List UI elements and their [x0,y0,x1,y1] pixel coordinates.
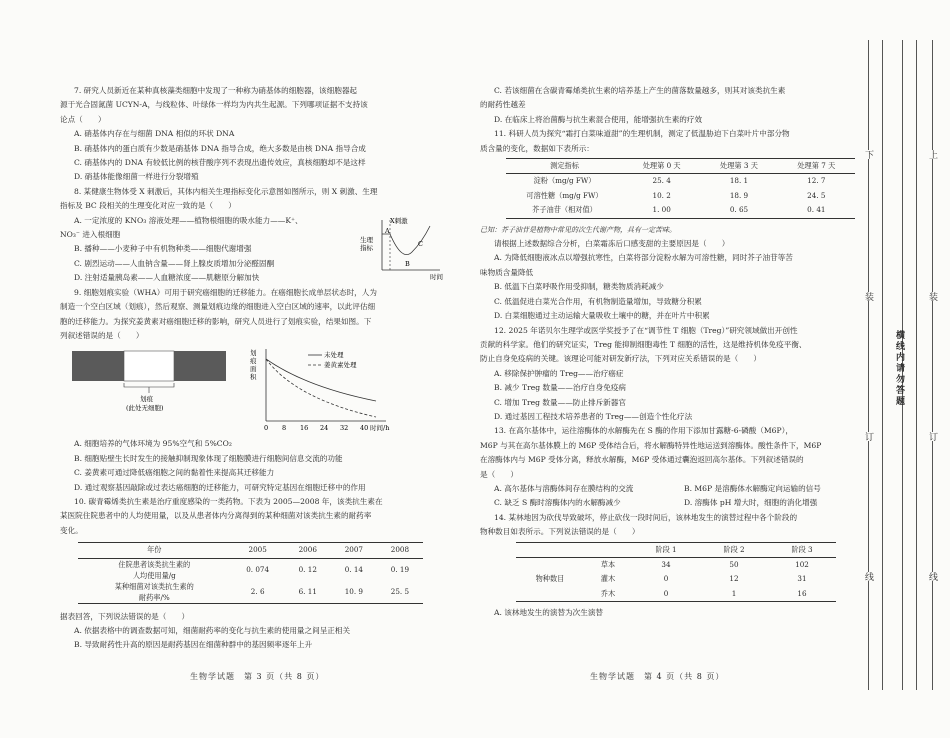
q8-stem-line: 8. 某健康生物体受 X 刺激后，其体内相关生理指标变化示意图如图所示，则 X 刺激、生理 [74,186,378,196]
cell: 0. 19 [390,565,410,575]
q10-stem-line: 某医院住院患者中的人均使用量，以及从患者体内分离得到的某种细菌对该类抗生素的耐药率 [60,511,372,521]
binding-line [882,40,883,690]
table-row [506,189,855,203]
cell: 0 [663,588,669,598]
cell: 草本 [600,560,616,569]
q13-stem-line: 13. 在高尔基体中，运往溶酶体的水解酶先在 S 酶的作用下添加甘露糖-6-磷酸（M6P）， [494,426,793,436]
q7-stem-line: 论点（ ） [60,114,106,124]
cell: 1. 00 [652,205,671,215]
curcumin-curve [266,359,376,417]
q9-stem-line: 胞的迁移能力。为探究姜黄素对癌细胞迁移的影响，研究人员进行了划痕实验，结果如图。下 [60,316,372,326]
q8-figure [360,212,450,280]
scratch-sublabel: (此处无细胞) [126,404,164,413]
cell: 1 [731,588,737,598]
cell: 可溶性糖（mg/g FW） [526,190,603,200]
q12-stem-line: 防止自身免疫病的关键。该理论可能对研发新疗法，下列对应关系错误的是（ ） [480,354,761,364]
th [584,542,632,557]
row-label: 人均使用量/g [132,570,176,580]
binding-label-zhuang: 装 [863,292,873,301]
q8-y-label: 生理 [360,235,373,244]
cell: 18. 1 [729,176,749,186]
q7-stem-line: 源于光合固氮菌 UCYN-A，与线粒体、叶绿体一样均为内共生起源。下列哪项证据不支持该 [60,100,368,110]
cell: 0. 074 [246,565,270,575]
q11-question: 请根据上述数据综合分析，白菜霜冻后口感变甜的主要原因是（ ） [494,239,730,249]
cell: 34 [661,560,671,569]
q7-option-a: A. 硝基体内存在与细菌 DNA 相似的环状 DNA [74,129,235,139]
table-row [78,558,423,581]
q8-option-d: D. 注射适量胰岛素——人血糖浓度——肌糖原分解加快 [74,273,260,283]
row-label: 某种细菌对该类抗生素的 [114,581,194,591]
area-y-label: 积 [250,373,257,382]
q9-stem-line: 9. 细胞划痕实验（WHA）可用于研究癌细胞的迁移能力。在癌细胞长成单层状态时，人为 [74,287,377,297]
x-tick: 8 [282,424,287,433]
th: 2006 [285,543,331,558]
scratch-label: 划痕 [140,395,153,404]
cell-layer-right [174,351,226,381]
binding-label-up: 上 [927,150,937,159]
q12-option-b: B. 减少 Treg 数量——治疗自身免疫病 [494,383,627,393]
q12-stem-line: 12. 2025 年诺贝尔生理学或医学奖授予了在“调节性 T 细胞（Treg）”研究领域做出开创性 [494,325,798,335]
binding-label-ding: 订 [927,432,937,441]
q10-option-c-cont: 的耐药性越差 [480,100,526,110]
table-row [78,581,423,604]
x-tick: 32 [340,424,349,433]
binding-label-xian: 线 [863,572,873,581]
area-y-label: 痕 [250,357,257,366]
cell: 淀粉（mg/g FW） [533,176,596,186]
q7-option-c: C. 硝基体内的 DNA 有较低比例的核苷酸序列不表现出遗传效应，真核细胞却不是这样 [74,158,366,168]
q8-point-c: C [418,239,423,248]
q9-stem-line: 制造一个空白区域（划痕），然后观察、测量划痕边缘的细胞进入空白区域的速率，以此评估细 [60,302,376,312]
cell: 10. 9 [344,587,363,597]
q13-option-c: C. 缺乏 S 酶时溶酶体内的水解酶减少 [494,498,621,508]
q13-stem-line: 是（ ） [480,469,518,479]
q13-stem-line: 在溶酶体内与 M6P 受体分离，释放水解酶，M6P 受体通过囊泡返回高尔基体。下列叙述错误的 [480,455,804,465]
q10-stem-line: 变化。 [60,525,83,535]
cell-layer-left [72,351,124,381]
q9-option-a: A. 细胞培养的气体环境为 95%空气和 5%CO₂ [74,439,232,449]
cell: 乔木 [600,588,616,598]
q10-option-a: A. 依据表格中的调查数据可知，细菌耐药率的变化与抗生素的使用量之间呈正相关 [74,625,351,635]
q11-note: 已知：芥子油苷是植物中常见的次生代谢产物，具有一定苦味。 [480,225,676,234]
x-tick: 24 [320,424,329,433]
table-row [506,174,855,189]
cell: 0. 41 [807,205,826,215]
q13-option-d: D. 溶酶体 pH 增大时，细胞的消化增强 [684,498,818,508]
binding-line-outer [932,40,933,690]
q12-option-a: A. 移除保护肿瘤的 Treg——治疗癌症 [494,368,624,378]
q8-point-b: B [405,259,410,268]
q14-table [516,542,836,603]
th: 阶段 3 [768,542,836,557]
scratch-gap [124,351,174,381]
q11-stem-line: 11. 科研人员为探究“霜打白菜味道甜”的生理机制，测定了低温胁迫下白菜叶片中部分物 [494,129,790,139]
q13-option-a: A. 高尔基体与溶酶体间存在膜结构的交流 [494,483,634,493]
cell: 102 [795,560,809,569]
cell: 18. 9 [729,190,749,200]
x-tick: 16 [300,424,309,433]
q8-marker: X刺激 [390,216,408,225]
cell: 灌木 [600,574,616,584]
cell: 50 [729,560,739,569]
q7-option-d: D. 硝基体能像细菌一样进行分裂增殖 [74,172,199,182]
th: 阶段 2 [700,542,768,557]
q12-stem-line: 贡献的科学家。他们的研究证实，Treg 能抑制细胞毒性 T 细胞的活性，这是维持机体免疫平衡、 [480,339,807,349]
q11-option-b: B. 低温下白菜呼吸作用受抑制，糖类物质消耗减少 [494,282,664,292]
q11-table [506,158,855,219]
q13-option-b: B. M6P 是溶酶体水解酶定向运输的信号 [684,483,821,493]
q10-stem-line: 10. 碳青霉烯类抗生素是治疗重度感染的一类药物。下表为 2005—2008 年，该类抗生素在 [74,496,383,506]
th [516,542,584,557]
table-row [506,203,855,218]
binding-label-zhuang: 装 [927,292,937,301]
cell: 芥子油苷（相对值） [532,205,597,215]
q10-option-d: D. 在临床上将治菌酶与抗生素混合使用，能增强抗生素的疗效 [494,114,703,124]
q10-option-c: C. 若该细菌在含碳青霉烯类抗生素的培养基上产生的菌落数量越多，则其对该类抗生素 [494,86,786,95]
group-label: 物种数目 [535,574,565,584]
th: 2007 [331,543,377,558]
right-footer: 生物学试题 第 4 页（共 8 页） [590,672,725,681]
q11-option-a: A. 为降低细胞液冰点以增强抗寒性，白菜将部分淀粉水解为可溶性糖，同时芥子油苷等苦 [494,253,793,263]
q8-option-a-cont: NO₃⁻ 进入根细胞 [60,230,121,240]
q10-after: 据表回答，下列说法错误的是（ ） [60,611,190,621]
row-label: 住院患者该类抗生素的 [118,559,191,569]
cell: 0. 14 [344,565,363,575]
binding-warning: 横线内请勿答题 [894,330,904,407]
q11-option-a-cont: 味物质含量降低 [480,267,534,277]
q11-option-c: C. 低温促进白菜光合作用，有机物制造量增加，导致糖分积累 [494,296,702,306]
table-row [516,558,836,573]
q8-stem-line: 指标及 BC 段相关的生理变化对应一致的是（ ） [60,201,236,211]
cell: 25. 4 [652,176,671,186]
q10-option-b: B. 导致耐药性升高的原因是耐药基因在细菌种群中的基因频率逐年上升 [74,640,313,650]
q13-stem-line: M6P 与其在高尔基体膜上的 M6P 受体结合后，将水解酶特异性地运送到溶酶体。酸性条件下，M6P [480,440,822,450]
th: 阶段 1 [632,542,700,557]
q9-scratch-figure [60,343,230,437]
legend-untreated: 未处理 [324,351,344,360]
q14-option-a: A. 该林地发生的演替为次生演替 [494,608,604,618]
left-footer: 生物学试题 第 3 页（共 8 页） [190,672,325,681]
cell: 6. 11 [298,587,317,597]
cell: 2. 6 [250,587,265,597]
q9-option-c: C. 姜黄素可通过降低癌细胞之间的黏着性来提高其迁移能力 [74,468,275,478]
q9-option-b: B. 细胞贴壁生长时发生的接触抑制现象体现了细胞膜进行细胞间信息交流的功能 [74,453,343,463]
q8-option-a: A. 一定浓度的 KNO₃ 溶液处理——植物根细胞的吸水能力——K⁺、 [74,215,303,225]
q14-stem-line: 14. 某林地因为砍伐导致破坏，停止砍伐一段时间后，该林地发生的演替过程中各个阶段的 [494,512,798,522]
binding-label-down: 下 [863,150,873,159]
q14-stem-line: 物种数目如表所示。下列说法错误的是（ ） [480,527,640,537]
q7-option-b: B. 硝基体内的蛋白质有少数是硝基体 DNA 指导合成，绝大多数是由核 DNA 指导合成 [74,143,366,153]
cell: 24. 5 [807,190,826,200]
th: 2005 [231,543,285,558]
th: 年份 [78,543,231,558]
th: 测定指标 [506,159,623,174]
q8-option-b: B. 播种——小麦种子中有机物种类——细胞代谢增强 [74,244,252,254]
cell: 0 [663,574,669,584]
binding-line [916,40,917,690]
q9-option-d: D. 通过观察基因敲除或过表达癌细胞的迁移能力，可研究特定基因在细胞迁移中的作用 [74,482,366,492]
area-y-label: 划 [250,349,257,358]
binding-label-xian: 线 [927,572,937,581]
q12-option-c: C. 增加 Treg 数量——防止排斥新器官 [494,397,626,407]
binding-line-inner [868,40,869,690]
q11-stem-line: 质含量的变化，数据如下表所示： [480,143,594,153]
cell: 25. 5 [390,587,410,597]
cell: 16 [797,588,807,598]
row-label: 耐药率/% [138,592,170,602]
th: 处理第 0 天 [623,159,700,174]
q8-x-label: 时间 [430,272,443,280]
q8-option-c: C. 剧烈运动——人血钠含量——肾上腺皮质增加分泌醛固酮 [74,258,275,268]
q7-stem-line: 7. 研究人员新近在某种真核藻类细胞中发现了一种称为硝基体的细胞器，该细胞器起 [74,86,358,95]
q12-option-d: D. 通过基因工程技术培养患者的 Treg——创造个性化疗法 [494,411,693,421]
x-tick: 0 [264,424,269,433]
q8-y-label: 指标 [360,243,373,252]
th: 处理第 7 天 [778,159,855,174]
th: 处理第 3 天 [700,159,777,174]
cell: 12. 7 [807,176,826,186]
cell: 12 [729,574,739,584]
left-column [60,84,450,653]
q8-point-a: A [385,226,390,235]
legend-curcumin: 姜黄素处理 [324,361,357,370]
x-tick: 40 [360,424,369,433]
q10-table [78,542,423,603]
area-y-label: 面 [250,365,257,374]
th: 2008 [377,543,423,558]
binding-label-ding: 订 [863,432,873,441]
q9-stem-line: 列叙述错误的是（ ） [60,330,144,340]
cell: 0. 12 [298,565,317,575]
cell: 0. 65 [729,205,749,215]
right-column [480,84,855,621]
q9-area-chart [236,343,436,437]
cell: 10. 2 [652,190,671,200]
cell: 31 [797,574,807,584]
q11-option-d: D. 白菜细胞通过主动运输大量吸收土壤中的糖，并在叶片中积累 [494,311,710,321]
x-label: 时间/h [370,424,390,433]
